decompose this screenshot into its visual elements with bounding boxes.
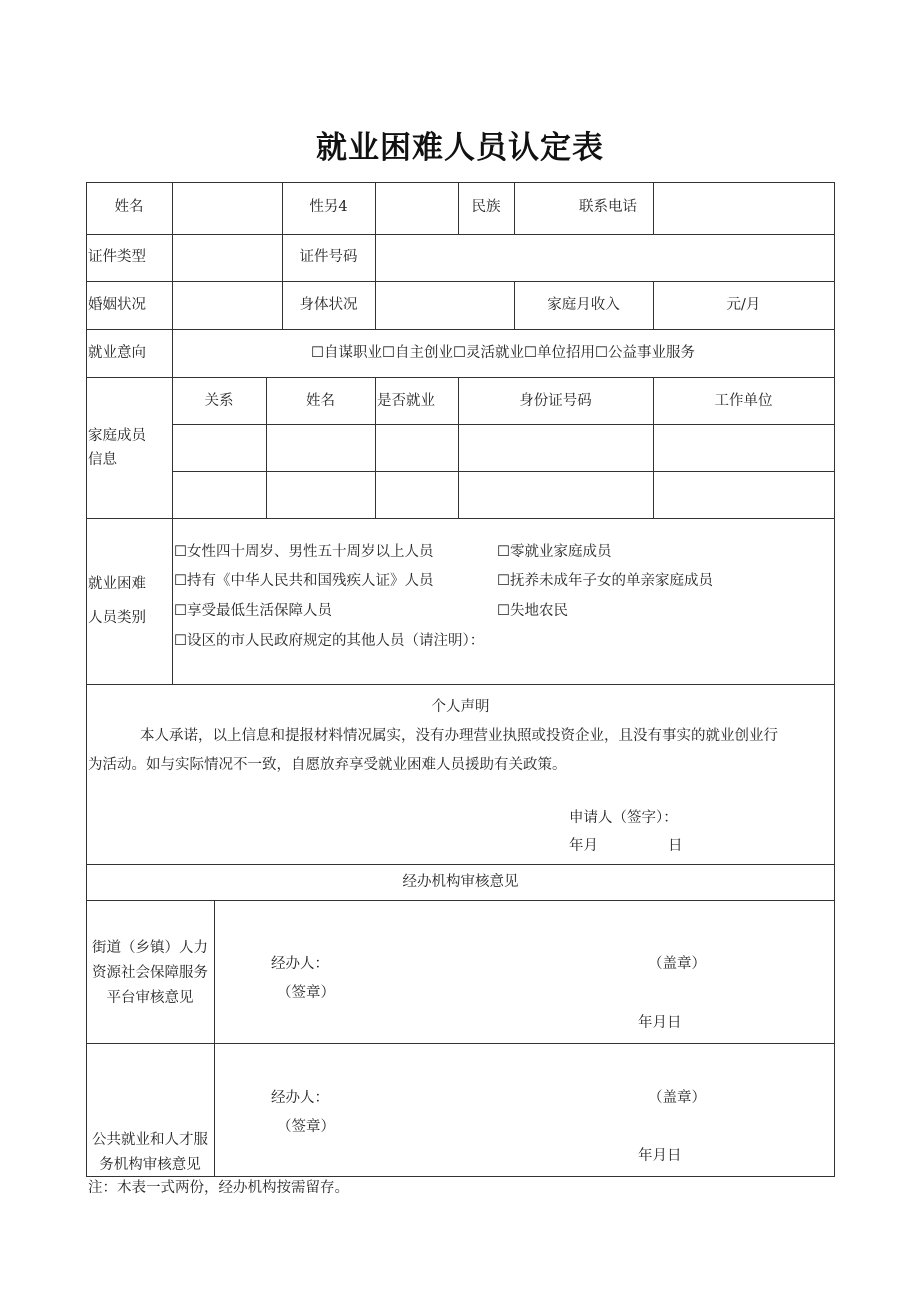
declaration-heading: 个人声明	[431, 699, 490, 715]
family-label-line2: 信息	[88, 452, 117, 468]
phone-label: 联系电话	[579, 199, 637, 215]
income-label: 家庭月收入	[547, 297, 620, 313]
declaration-date-year-month: 年月	[569, 838, 598, 854]
id-number-field[interactable]	[376, 235, 834, 281]
marital-label: 婚姻状况	[88, 297, 146, 313]
category-option-other[interactable]: ☐设区的市人民政府规定的其他人员（请注明）：	[174, 633, 485, 649]
public-review-label-line2: 务机构审核意见	[99, 1157, 201, 1173]
category-option-age[interactable]: ☐女性四十周岁、男性五十周岁以上人员	[174, 544, 434, 560]
gender-field[interactable]	[376, 183, 458, 234]
street-review-date: 年月日	[638, 1015, 682, 1031]
name-label: 姓名	[114, 199, 144, 215]
income-unit[interactable]: 元/月	[726, 297, 761, 313]
family-header-id: 身份证号码	[519, 393, 592, 409]
street-review-stamp: （盖章）	[648, 956, 706, 972]
gender-label: 性另4	[309, 199, 348, 215]
family-label-line1: 家庭成员	[88, 428, 146, 444]
family-header-name: 姓名	[306, 393, 335, 409]
review-heading: 经办机构审核意见	[402, 874, 519, 890]
intent-options[interactable]: ☐自谋职业☐自主创业☐灵活就业☐单位招用☐公益事业服务	[311, 345, 695, 361]
category-label-line2: 人员类别	[88, 610, 146, 626]
public-review-sign: （签章）	[277, 1119, 335, 1135]
street-review-label-line3: 平台审核意见	[106, 990, 194, 1006]
applicant-signature-label[interactable]: 申请人（签字）：	[569, 810, 678, 826]
category-option-zero-employment[interactable]: ☐零就业家庭成员	[497, 544, 612, 560]
public-review-date: 年月日	[638, 1148, 682, 1164]
health-label: 身体状况	[299, 297, 358, 313]
footer-note: 注：木表一式两份，经办机构按需留存。	[88, 1180, 349, 1196]
name-field[interactable]	[173, 183, 282, 234]
marital-field[interactable]	[173, 282, 282, 329]
declaration-text-line2: 为活动。如与实际情况不一致，自愿放弃享受就业困难人员援助有关政策。	[88, 757, 567, 773]
form-title: 就业困难人员认定表	[316, 130, 604, 166]
street-review-handler[interactable]: 经办人：	[271, 956, 329, 972]
street-review-label-line1: 街道（乡镇）人力	[92, 940, 208, 956]
public-review-label-line1: 公共就业和人才服	[92, 1132, 208, 1148]
category-option-single-parent[interactable]: ☐抚养未成年子女的单亲家庭成员	[497, 573, 713, 589]
intent-label: 就业意向	[88, 345, 146, 361]
category-option-minimum-living[interactable]: ☐享受最低生活保障人员	[174, 603, 332, 619]
street-review-sign: （签章）	[277, 985, 335, 1001]
phone-field[interactable]	[654, 183, 834, 234]
family-header-workplace: 工作单位	[714, 393, 773, 409]
category-label-line1: 就业困难	[88, 576, 146, 592]
category-option-landless-farmer[interactable]: ☐失地农民	[497, 603, 568, 619]
family-header-employed: 是否就业	[377, 393, 435, 409]
family-row-1[interactable]	[173, 425, 834, 471]
ethnic-label: 民族	[471, 199, 501, 215]
declaration-date-day: 日	[668, 838, 683, 854]
health-field[interactable]	[376, 282, 514, 329]
public-review-stamp: （盖章）	[648, 1090, 706, 1106]
family-row-2[interactable]	[173, 472, 834, 518]
id-type-label: 证件类型	[88, 249, 146, 265]
category-option-disability[interactable]: ☐持有《中华人民共和国残疾人证》人员	[174, 573, 434, 589]
declaration-text-line1: 本人承诺，以上信息和提报材料情况属实，没有办理营业执照或投资企业，且没有事实的就业创业行	[140, 728, 778, 744]
family-header-relation: 关系	[204, 393, 234, 409]
public-review-handler[interactable]: 经办人：	[271, 1090, 329, 1106]
street-review-label-line2: 资源社会保障服务	[92, 965, 208, 981]
id-type-field[interactable]	[173, 235, 282, 281]
id-number-label: 证件号码	[299, 249, 358, 265]
